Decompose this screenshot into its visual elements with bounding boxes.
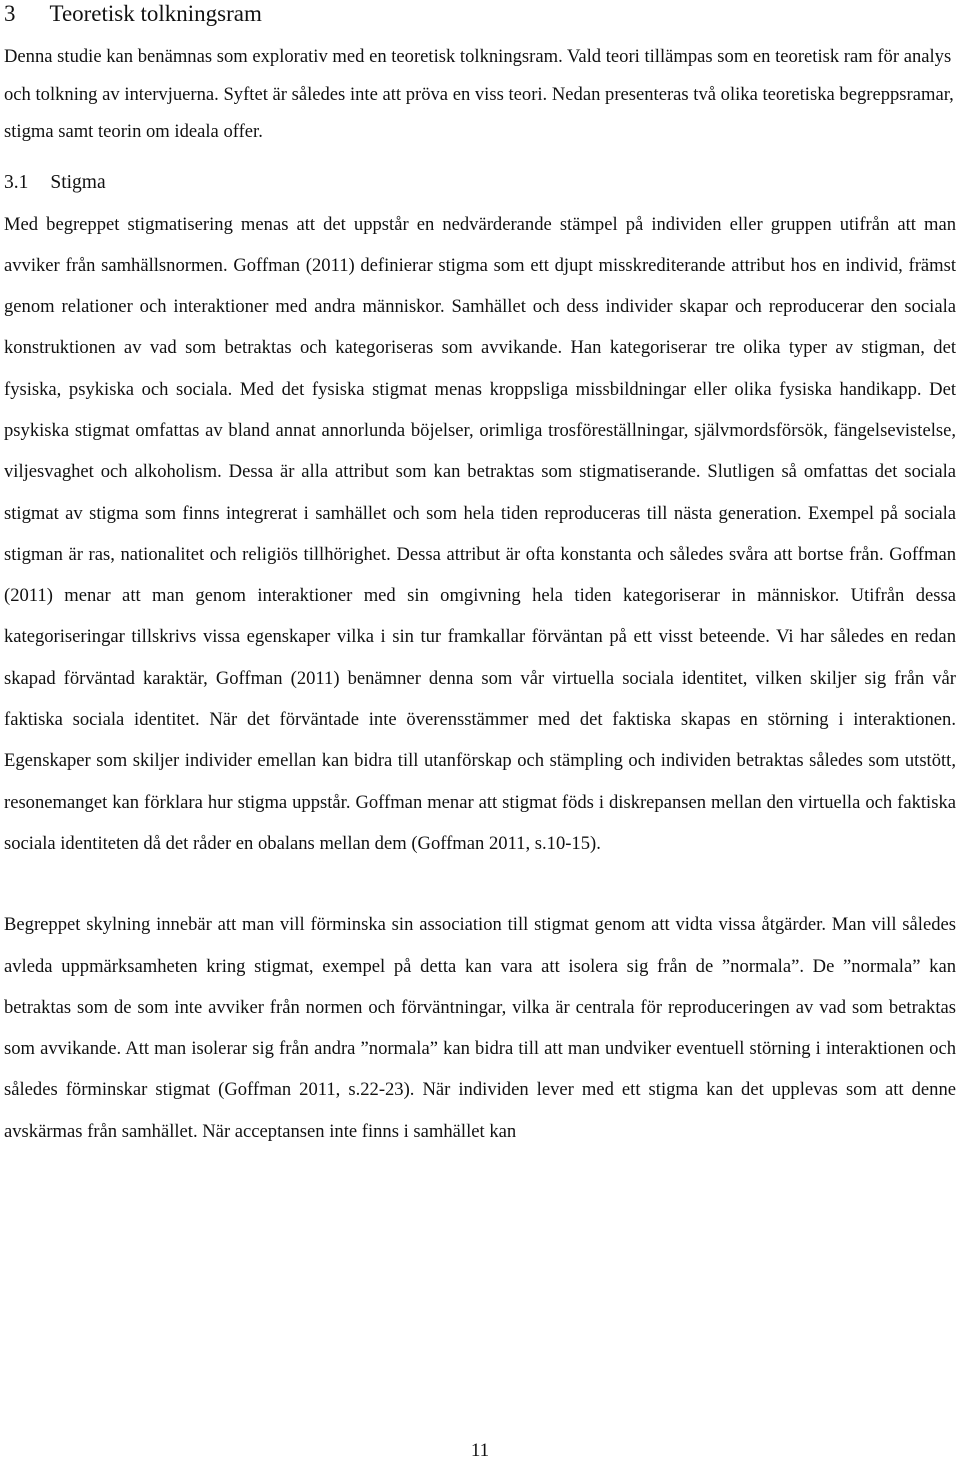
page-number: 11 (470, 1440, 490, 1461)
section-number: 3 (4, 1, 16, 26)
subsection-title: Stigma (50, 171, 106, 193)
subsection-number: 3.1 (4, 171, 29, 193)
body-paragraph-stigma: Med begreppet stigmatisering menas att det uppstår en nedvärderande stämpel på individen eller gruppen utifrån att man avviker från samhällsnormen. Goffman (2011) definierar stigma som ett djupt misskrediterande attribut hos en individ, främst genom relationer och interaktioner med andra människor. Samhället och dess individer skapar och reproducerar den sociala konstruktionen av vad som betraktas och kategoriseras som avvikande. Han kategoriserar tre olika typer av stigman, det fysiska, psykiska och sociala. Med det fysiska stigmat menas kroppsliga missbildningar eller olika fysiska handikapp. Det psykiska stigmat omfattas av bland annat annorlunda böjelser, orimliga trosföreställningar, självmordsförsök, fängelsevistelse, viljesvaghet och alkoholism. Dessa är alla attribut som kan betraktas som stigmatiserande. Slutligen så omfattas det sociala stigmat av stigma som finns integrerat i samhället och som hela tiden reproduceras till nästa generation. Exempel på sociala stigman är ras, nationalitet och religiös tillhörighet. Dessa attribut är ofta konstanta och således svåra att bortse från. Goffman (2011) menar att man genom interaktioner med sin omgivning hela tiden kategoriserar in människor. Utifrån dessa kategoriseringar tillskrivs vissa egenskaper vilka i sin tur framkallar förväntan på ett visst beteende. Vi har således en redan skapad förväntad karaktär, Goffman (2011) benämner denna som vår virtuella sociala identitet, vilken skiljer sig från vår faktiska sociala identitet. När det förväntade inte överensstämmer med det faktiska skapas en störning i interaktionen. Egenskaper som skiljer individer emellan kan bidra till utanförskap och stämpling och individen betraktas således som utstött, resonemanget kan förklara hur stigma uppstår. Goffman menar att stigmat föds i diskrepansen mellan den virtuella och faktiska sociala identiteten då det råder en obalans mellan dem (Goffman 2011, s.10-15). (4, 213, 956, 854)
section-title: Teoretisk tolkningsram (49, 1, 262, 26)
subsection-heading (4, 170, 956, 196)
section-heading (4, 0, 956, 28)
document-page (4, 0, 956, 1152)
body-paragraph-skylning: Begreppet skylning innebär att man vill förminska sin association till stigmat genom att vidta vissa åtgärder. Man vill således avleda uppmärksamheten kring stigmat, exempel på detta kan vara att isolera sig från de ”normala”. De ”normala” kan betraktas som de som inte avviker från normen och förväntningar, vilka är centrala för reproduceringen av vad som betraktas som avvikande. Att man isolerar sig från andra ”normala” kan bidra till att man undviker eventuell störning i interaktionen och således förminskar stigmat (Goffman 2011, s.22-23). När individen lever med ett stigma kan det upplevas som att denne avskärmas från samhället. När acceptansen inte finns i samhället kan (4, 914, 956, 1142)
intro-paragraph: Denna studie kan benämnas som explorativ med en teoretisk tolkningsram. Vald teori tillämpas som en teoretisk ram för analys och tolkning av intervjuerna. Syftet är således inte att pröva en viss teori. Nedan presenteras två olika teoretiska begreppsramar, stigma samt teorin om ideala offer. (4, 46, 954, 142)
